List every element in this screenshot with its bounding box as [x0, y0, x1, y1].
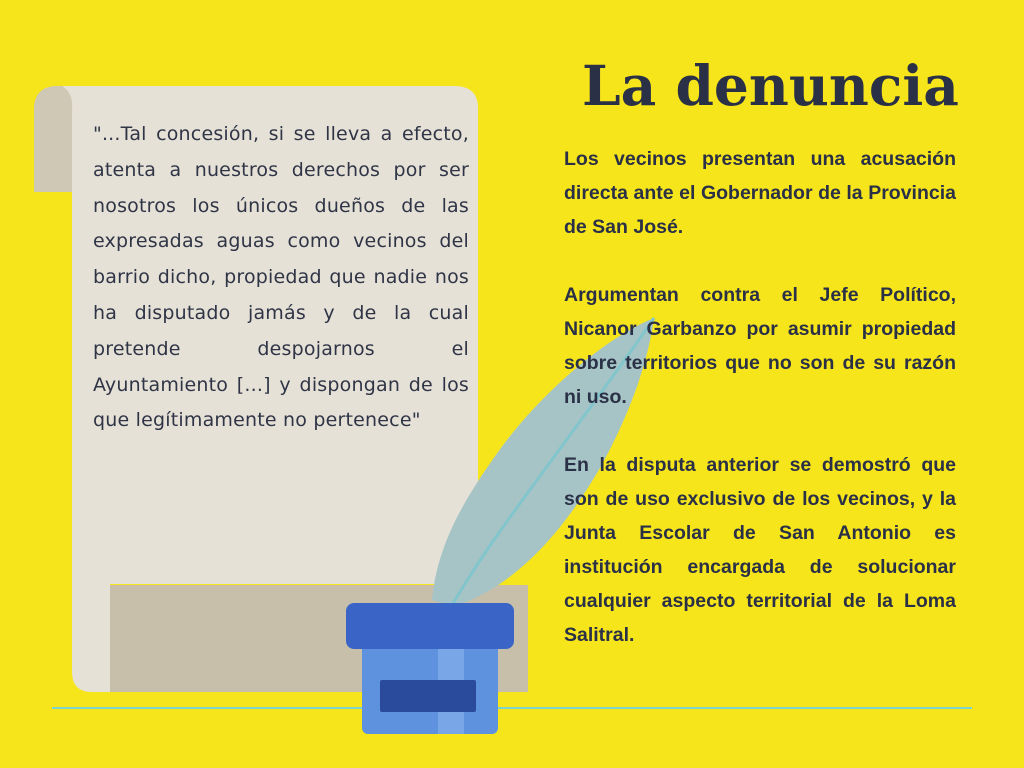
description-paragraph-3: En la disputa anterior se demostró que son de uso exclusivo de los vecinos, y la Junta Escolar de San Antonio es institución encargada de solucionar cualquier aspecto territorial de la Loma Salitral.: [564, 454, 956, 646]
description-paragraph-2: Argumentan contra el Jefe Político, Nicanor Garbanzo por asumir propiedad sobre territorios que no son de su razón ni uso.: [564, 284, 956, 408]
description-text: [564, 142, 956, 652]
slide-title: La denuncia: [582, 53, 959, 118]
scroll-quote-text: "...Tal concesión, si se lleva a efecto, atenta a nuestros derechos por ser nosotros los únicos dueños de las expresadas aguas como vecinos del barrio dicho, propiedad que nadie nos ha disputado jamás y de la cual pretende despojarnos el Ayuntamiento [...] y dispongan de los que legítimamente no pertenece": [93, 123, 469, 432]
inkwell-icon: [346, 603, 514, 734]
description-paragraph-1: Los vecinos presentan una acusación directa ante el Gobernador de la Provincia de San José.: [564, 148, 956, 238]
